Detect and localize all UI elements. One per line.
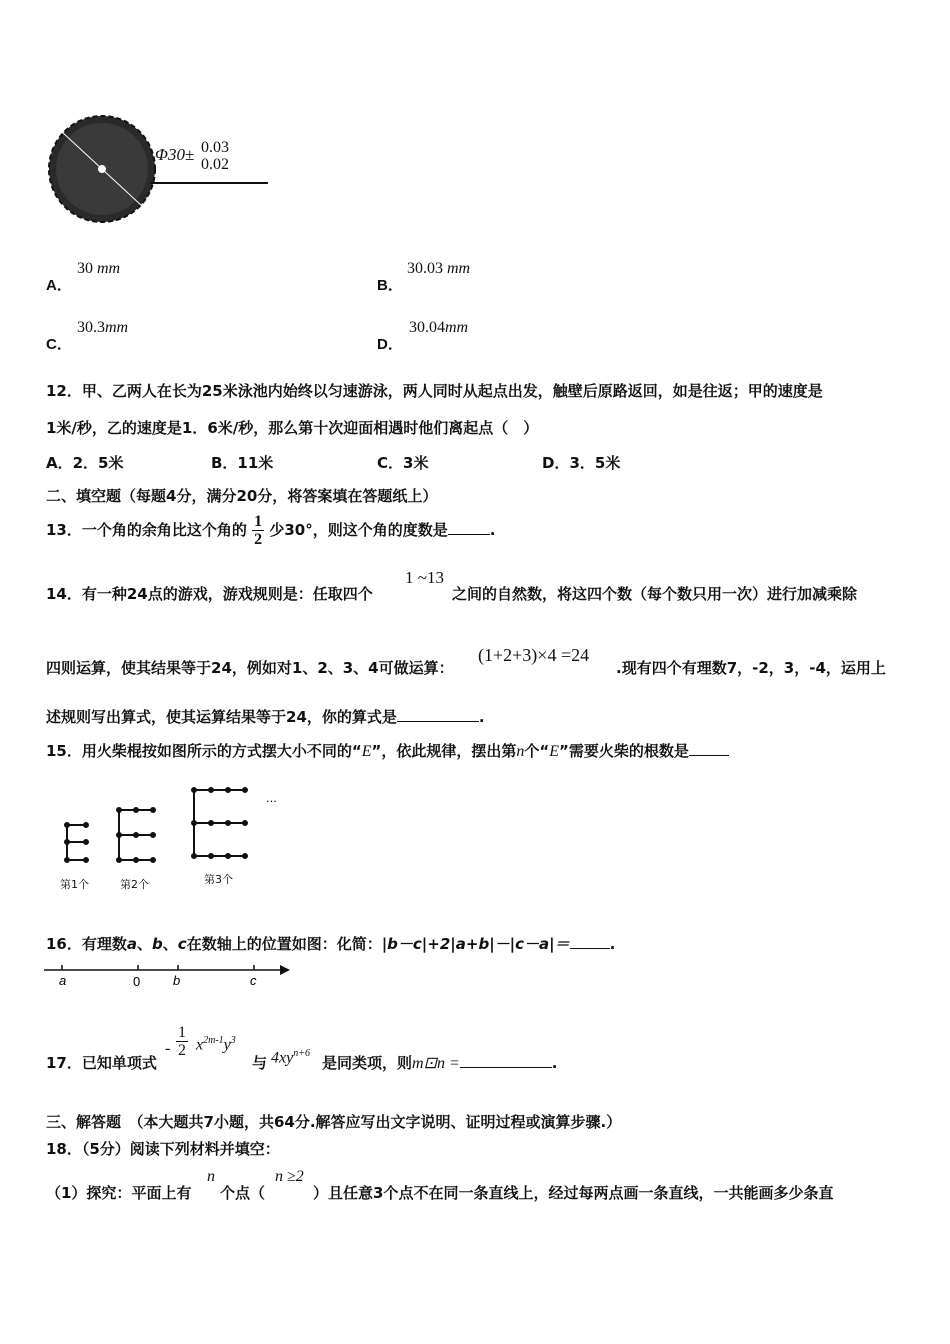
q17-monomial-2: $4xy^{n+6}$ <box>271 1048 310 1067</box>
q13: 13．一个角的余角比这个角的 $\frac{1}{2}$ 少30°，则这个角的度数是 . <box>46 513 496 548</box>
q18-title: 18．（5分）阅读下列材料并填空： <box>46 1140 280 1158</box>
q11-option-c-letter: C． <box>46 336 72 353</box>
gear-icon <box>49 116 155 222</box>
q18-line1-pre: （1）探究：平面上有 <box>46 1184 192 1202</box>
number-line <box>42 960 302 992</box>
matchstick-e-1 <box>65 823 88 862</box>
q17-fraction: $\frac{1}{2}$ <box>178 1024 186 1059</box>
q14-line2-post: .现有四个有理数7，-2，3，-4，运用上 <box>616 659 886 677</box>
q17-pre: 17．已知单项式 <box>46 1054 157 1072</box>
matchstick-caption-2: 第2个 <box>120 878 149 891</box>
q18-n: n <box>207 1168 215 1185</box>
q11-option-b-letter: B． <box>377 277 403 294</box>
q14-line2-pre: 四则运算，使其结果等于24，例如对1、2、3、4可做运算： <box>46 659 454 677</box>
q13-fraction: $\frac{1}{2}$ <box>254 513 263 548</box>
matchstick-figure <box>55 780 295 895</box>
q17-post: 是同类项，则m⊡n = . <box>322 1054 558 1072</box>
gear-tol-lower: 0.02 <box>201 156 229 173</box>
q15-answer-blank <box>689 741 729 756</box>
gear-tol-upper: 0.03 <box>201 139 229 156</box>
q14-line1-pre: 14．有一种24点的游戏，游戏规则是：任取四个 <box>46 585 373 603</box>
matchstick-caption-1: 第1个 <box>60 878 89 891</box>
number-line-label-0: 0 <box>133 974 141 989</box>
matchstick-e-2 <box>117 808 155 862</box>
q17-monomial-1: $x^{2m-1}y^3$ <box>196 1035 236 1054</box>
q11-option-d-letter: D． <box>377 336 403 353</box>
q17-with: 与 <box>252 1054 268 1072</box>
q14-line3: 述规则写出算式，使其运算结果等于24，你的算式是 . <box>46 708 485 726</box>
q14-range: 1 ~13 <box>405 568 444 587</box>
q11-option-a-letter: A． <box>46 277 72 294</box>
q16: 16．有理数a、b、c在数轴上的位置如图：化简：|b－c|+2|a+b|－|c－a|＝ . <box>46 935 616 953</box>
q14-expression: (1+2+3)×4 =24 <box>478 645 590 665</box>
number-line-label-b: b <box>173 973 181 988</box>
gear-figure <box>40 112 280 224</box>
q11-option-c-value: 30.3mm <box>77 319 129 336</box>
number-line-label-c: c <box>250 973 257 988</box>
q12-option-b: B．11米 <box>211 454 274 472</box>
q18-line1-post: ）且任意3个点不在同一条直线上，经过每两点画一条直线，一共能画多少条直 <box>313 1184 834 1202</box>
q13-answer-blank <box>448 520 490 535</box>
matchstick-caption-3: 第3个 <box>204 873 233 886</box>
q12-option-c: C．3米 <box>377 454 429 472</box>
q11-option-a-value: 30 mm <box>77 260 121 277</box>
section3-heading: 三、解答题 （本大题共7小题，共64分.解答应写出文字说明、证明过程或演算步骤.） <box>46 1113 622 1131</box>
q12-option-a: A．2．5米 <box>46 454 124 472</box>
q18-condition: n ≥2 <box>275 1168 304 1185</box>
q16-answer-blank <box>570 934 610 949</box>
q12-option-d: D．3．5米 <box>542 454 621 472</box>
q14-answer-blank <box>397 707 479 722</box>
q12-line2: 1米/秒，乙的速度是1．6米/秒，那么第十次迎面相遇时他们离起点（ ） <box>46 419 539 437</box>
section2-heading: 二、填空题（每题4分，满分20分，将答案填在答题纸上） <box>46 487 438 505</box>
matchstick-dots: ... <box>266 790 277 805</box>
q18-line1-mid: 个点（ <box>220 1184 266 1202</box>
q11-option-b-value: 30.03 mm <box>407 260 471 277</box>
gear-symbol: Φ30± <box>155 145 195 164</box>
q11-option-d-value: 30.04mm <box>409 319 469 336</box>
q17-sign: - <box>165 1040 171 1057</box>
matchstick-e-3 <box>192 788 247 858</box>
q14-line1-post: 之间的自然数，将这四个数（每个数只用一次）进行加减乘除 <box>452 585 858 603</box>
q17-answer-blank <box>460 1053 552 1068</box>
gear-dimension-label <box>155 145 194 165</box>
q12-line1: 12．甲、乙两人在长为25米泳池内始终以匀速游泳，两人同时从起点出发，触壁后原路返回，如是往返；甲的速度是 <box>46 382 823 400</box>
q15: 15．用火柴棍按如图所示的方式摆大小不同的“E”，依此规律，摆出第n个“E”需要火柴的根数是 <box>46 740 729 761</box>
number-line-label-a: a <box>59 973 67 988</box>
